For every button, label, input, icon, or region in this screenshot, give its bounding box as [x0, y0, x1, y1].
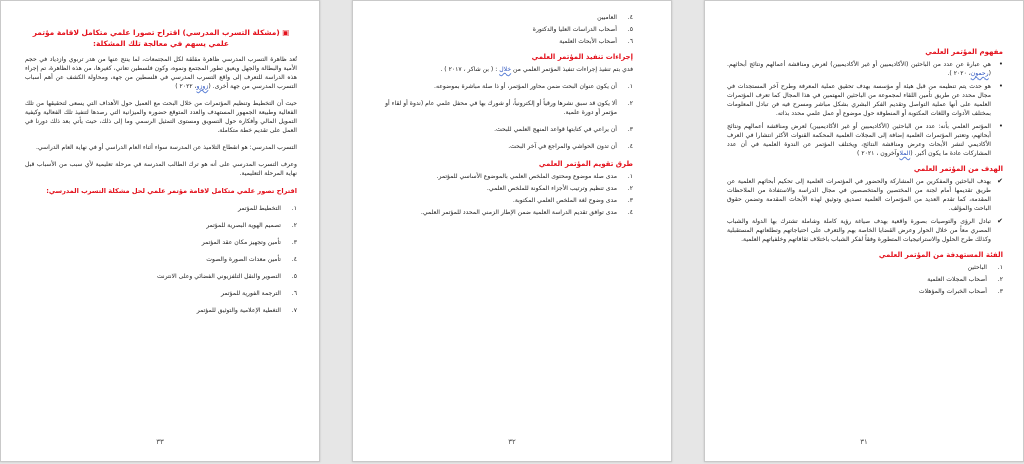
citation-link: الملا [899, 150, 911, 157]
list-item-number: ٣. [291, 239, 297, 246]
list-item [25, 221, 297, 230]
section-heading-goal: الهدف من المؤتمر العلمي [913, 165, 1003, 173]
list-item-number: ٤. [627, 209, 633, 216]
list-item [383, 208, 633, 217]
list-item [383, 99, 633, 117]
bullet-item-text: المؤتمر العلمي بأنه: عدد من الباحثين (الأكاديميين أو غير الأكاديميين) لعرض ومناقشة أعمالهم ونتائج أبحاثهم، وتعتبر المؤتمرات العلمية إضافة إلى المجلات العلمية المحكمة القنوات الأكثر انتشارا في العرف الأكاديمي لنشر الأبحاث وعرض ومناقشة النتائج، ويختلف المؤتمر عن الندوة العلمية في أن عدد المشاركات عادة ما يكون أكبر. (الملاوآخرون ، ٢٠٢١ ) [727, 123, 991, 157]
list-item-number: ٥. [291, 273, 297, 280]
list-item [25, 238, 297, 247]
list-item-text: الترجمة الفورية للمؤتمر [221, 290, 281, 297]
list-item [383, 13, 633, 22]
bullet-item [727, 82, 1003, 118]
list-item-text: أن يكون عنوان البحث ضمن محاور المؤتمر، أو ذا صلة مباشرة بموضوعه. [434, 83, 617, 90]
list-item [727, 263, 1003, 272]
section-heading-procedures: إجراءات تنفيذ المؤتمر العلمي [531, 53, 633, 61]
list-item-text: تأمين معدات الصورة والصوت [206, 256, 281, 263]
procedures-list [383, 82, 633, 151]
page-number: ٣١ [860, 438, 868, 446]
list-item-number: ١. [291, 205, 297, 212]
bullet-item-text: يهدف الباحثين والمفكرين من المشاركة والحضور في المؤتمرات العلمية إلى تحكيم أبحاثهم العلمية عن طريق تقديمها أمام لجنة من المختصين والمتخصصين في مجال الدراسة والاستفادة من الملاحظات المقدمة، كما تقدم العديد من المؤتمرات العلمية تصديق وتوثيق لهذه الأبحاث المقدمة وتضمن حقوق الباحث والمؤلف. [727, 178, 991, 212]
list-item [25, 289, 297, 298]
bullet-item [727, 177, 1003, 213]
target-list [727, 263, 1003, 296]
list-item-text: أصحاب الخبرات والمؤهلات [918, 288, 987, 295]
bullet-item [727, 60, 1003, 78]
list-item-number: ١. [997, 264, 1003, 271]
list-item-text: الباحثين [967, 264, 987, 271]
list-item-number: ٢. [627, 185, 633, 192]
bullet-icon: • [998, 122, 1003, 130]
paragraph-planning: حيث أن التخطيط وتنظيم المؤتمرات من خلال البحث مع العميل حول الأهداف التي يسعى لتحقيقها من تلك الفعالية وطبيعة الجمهور المستهدف والعدد المتوقع حضوره والميزانية التي رصدها لتنفيذ تلك الفعالية وكيفية التمويل المالي وأفكاره حول التسويق ومستوى التمثيل الرسمي وما إلى ذلك، حيث يأتي بعد ذلك دورنا في العمل على تقديم خطة متكاملة. [25, 100, 297, 134]
list-item-number: ١. [627, 173, 633, 180]
list-item-text: التغطية الإعلامية والتوثيق للمؤتمر [196, 307, 281, 314]
list-item [727, 287, 1003, 296]
bullet-icon: • [998, 60, 1003, 68]
list-item-text: أن يراعي في كتابتها قواعد المنهج العلمي للبحث. [494, 126, 617, 133]
list-item-number: ٣. [997, 288, 1003, 295]
list-item-number: ٢. [627, 100, 633, 107]
citation-link: رحمون [970, 70, 989, 77]
list-item-text: أصحاب المجلات العلمية [927, 276, 987, 283]
paragraph-procedures-intro: فدي بتم تنفيذ إجراءات تنفيذ المؤتمر العلمي من خلال : ( بن شاكر ، ٢٠١٧ ) . [440, 66, 633, 73]
page-number: ٣٢ [508, 438, 516, 446]
document-page-33 [0, 0, 320, 462]
section-heading-target: الفئة المستهدفة من المؤتمر العلمي [878, 251, 1003, 259]
list-item-number: ٢. [997, 276, 1003, 283]
list-item [383, 25, 633, 34]
section-heading-dropout: ▣ (مشكلة التسرب المدرسي) اقتراح تصورا علمي متكامل لاقامة مؤتمر علمي يسهم في معالجة تلك المشكلة: [32, 28, 290, 48]
list-item [383, 196, 633, 205]
goal-bullets [727, 177, 1003, 244]
list-item-number: ٣. [627, 126, 633, 133]
list-item-number: ٢. [291, 222, 297, 229]
list-item-text: مدى صلة موضوع ومحتوى الملخص العلمي بالموضوع الأساسي للمؤتمر. [436, 173, 617, 180]
list-item-number: ٤. [627, 143, 633, 150]
bullet-item-text: هو حدث يتم تنظيمه من قبل هيئة أو مؤسسة بهدف تحقيق عملية المعرفة وطرح آخر المستجدات في مجال محدد عن طريق تأمين اللقاء لمجموعة من الباحثين المهتمين في هذا المجال كما تعرف المؤتمرات العلمية على أنها عملية التواصل وتقديم الفكر البشري بشكل مباشر ومسرح فيه فن تبادل المعلومات بمختلف الأدوات واللغات المكتوبة أو المنطوقة حول موضوع أو عمل علمي محدد بذاته. [727, 83, 991, 117]
list-item-text: تأمين وتجهيز مكان عقد المؤتمر [201, 239, 281, 246]
bullet-item [727, 217, 1003, 244]
bullet-icon: • [998, 82, 1003, 90]
list-item [383, 184, 633, 193]
list-item-number: ٥. [627, 26, 633, 33]
checkmark-icon: ✔ [997, 217, 1003, 225]
citation-link: خلال [499, 66, 512, 73]
list-item [727, 275, 1003, 284]
list-item-text: ألا يكون قد سبق نشرها ورقياً أو إلكترونياً، أو شورك بها في محفل علمي عام (ندوة أو لقاء أو مؤتمر أو دورة علمية. [385, 100, 617, 116]
list-item [383, 172, 633, 181]
bullet-item-text: تبادل الرؤى والتوصيات بصورة واقعية بهدف صياغة رؤية كاملة وشاملة تشترك بها الدولة والشباب المصري معاً من خلال الحوار وعرض القضايا الخاصة بهم والتعرف على احتياجاتهم وتطلعاتهم المستقبلية وكذلك طرح الحلول والاستراتيجيات المتطورة وفقاً لفكر الشباب باختلاف ثقافاتهم وخلفياتهم العلمية. [727, 218, 991, 243]
paragraph-dropout-intro: تُعد ظاهرة التسرب المدرسي ظاهرة مقلقة لكل المجتمعات، لما ينتج عنها من هدر تربوي وازدياد في حجم الأمية والبطالة والجهل ويعيق تطور المجتمع ونموه، وكون فلسطين تعاني، كغيرها، من هذه الظاهرة، تم إجراء هذه الدراسة للتعرف إلى واقع التسرب المدرسي في فلسطين من جهة، ومحاولة الكشف عن أهم أسباب التسرب المدرسي من جهة أخرى. (زوزو، ٢٠٢٢ ) [25, 56, 297, 90]
list-item [383, 125, 633, 134]
list-item-number: ٤. [291, 256, 297, 263]
list-item [383, 37, 633, 46]
paragraph-definition-2: وعرف التسرب المدرسي على أنه هو ترك الطالب المدرسة في مرحلة تعليمية لأي سبب من الأسباب قبل نهاية المرحلة التعليمية. [25, 161, 297, 177]
section-heading-evaluation: طرق تقويم المؤتمر العلمي [538, 160, 633, 168]
list-item-number: ٣. [627, 197, 633, 204]
list-item-number: ٦. [291, 290, 297, 297]
evaluation-list [383, 172, 633, 217]
list-item [25, 306, 297, 315]
list-item [383, 82, 633, 91]
audience-list-continued [383, 13, 633, 46]
section-heading-concept: مفهوم المؤتمر العلمي [925, 48, 1003, 56]
list-item-text: التخطيط للمؤتمر [237, 205, 281, 212]
list-item-text: أصحاب الدراسات العليا والدكتورة [532, 26, 617, 33]
proposal-steps-list [25, 204, 297, 315]
document-page-31 [704, 0, 1024, 462]
checkmark-icon: ✔ [997, 177, 1003, 185]
list-item-number: ٦. [627, 38, 633, 45]
document-page-32 [352, 0, 672, 462]
list-item-number: ٧. [291, 307, 297, 314]
list-item [25, 204, 297, 213]
bullet-item [727, 122, 1003, 158]
list-item-text: التصوير والنقل التلفزيوني الفضائي وعلى الانترنت [156, 273, 281, 280]
list-item [25, 272, 297, 281]
list-item [25, 255, 297, 264]
page-number: ٣٣ [156, 438, 164, 446]
list-item-text: العاميين [597, 14, 617, 21]
section-heading-proposal: اقتراح تصور علمي متكامل لاقامة مؤتمر علمي لحل مشكلة التسرب المدرسي: [46, 187, 297, 195]
list-item-text: أصحاب الأبحاث العلمية [559, 38, 617, 45]
list-item-text: مدى وضوح لغة الملخص العلمي المكتوبة. [512, 197, 617, 204]
list-item-number: ٤. [627, 14, 633, 21]
concept-bullets [727, 60, 1003, 158]
list-item-text: مدى توافق تقديم الدراسة العلمية ضمن الإطار الزمني المحدد للمؤتمر العلمي. [420, 209, 617, 216]
list-item [383, 142, 633, 151]
bullet-item-text: هي عبارة عن عدد من الباحثين (الأكاديميين أو غير الأكاديميين) لعرض ومناقشة أعمالهم ونتائج أبحاثهم. (رحمون، ٢٠٢٠ ). [727, 61, 991, 77]
citation-link: زوزو [196, 83, 209, 90]
list-item-text: مدى تنظيم وترتيب الأجزاء المكونة للملخص العلمي. [486, 185, 617, 192]
list-item-text: أن تدون الحواشي والمراجع في آخر البحث. [508, 143, 617, 150]
paragraph-definition: التسرب المدرسي: هو انقطاع التلاميذ عن المدرسة سواء أثناء العام الدراسي أو في نهاية العام الدراسي. [36, 144, 297, 151]
list-item-number: ١. [627, 83, 633, 90]
list-item-text: تصميم الهوية البصرية للمؤتمر [206, 222, 281, 229]
